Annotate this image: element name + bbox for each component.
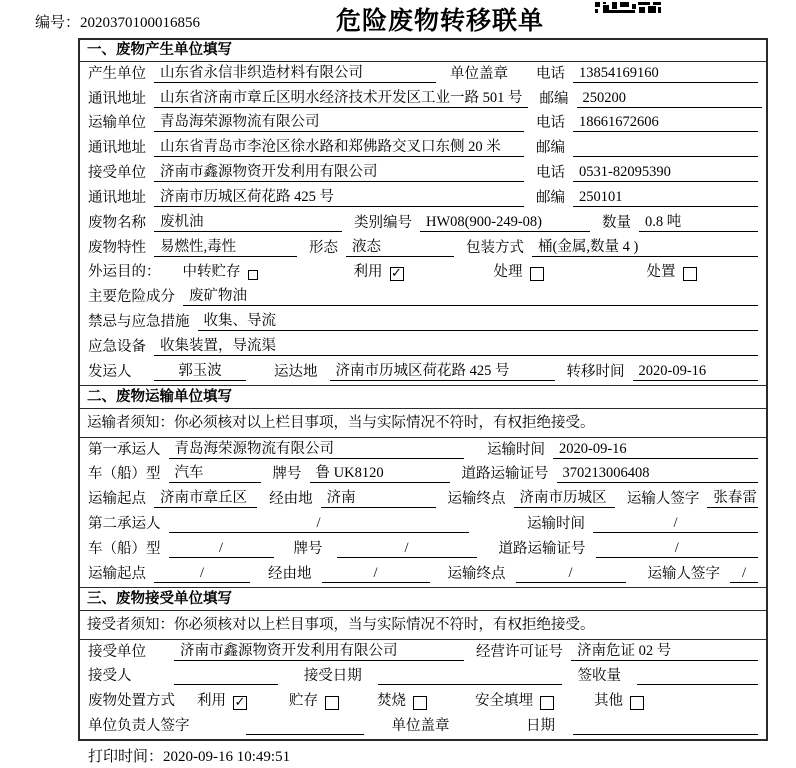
checkbox-treat <box>530 267 544 281</box>
phone-label: 电话 <box>536 65 565 82</box>
receiving-unit-value: 济南市鑫源物资开发利用有限公司 <box>174 639 464 661</box>
taboo-measures-row <box>80 310 766 335</box>
dispatcher-value: 郭玉波 <box>154 359 246 381</box>
zip-label: 邮编 <box>539 90 569 107</box>
print-time-line <box>88 745 290 766</box>
waste-property-row <box>80 236 766 261</box>
first-carrier-row <box>80 438 766 463</box>
signed-quantity-label: 签收量 <box>577 668 622 685</box>
carrier-sign-label: 运输人签字 <box>647 565 720 582</box>
plate-number-label: 牌号 <box>272 466 302 483</box>
packing-label: 包装方式 <box>466 239 524 256</box>
transfer-purpose-label: 外运目的： <box>88 264 161 281</box>
responsible-sign-value <box>246 718 364 735</box>
vehicle-type-value: 汽车 <box>169 461 261 483</box>
date-value <box>573 718 758 735</box>
checkbox-disposal-store <box>325 696 339 710</box>
dispatcher-label: 发运人 <box>88 363 132 380</box>
second-plate-number-value: / <box>337 540 477 558</box>
emergency-equipment-row <box>80 335 766 360</box>
purpose-option-treat <box>494 260 544 281</box>
second-carrier-row <box>80 512 766 537</box>
option-label: 处置 <box>646 264 676 281</box>
serial-number-line <box>35 11 200 32</box>
carrier-sign-label: 运输人签字 <box>626 491 700 508</box>
acceptor-label: 接受人 <box>88 668 132 685</box>
route-via-label: 经由地 <box>268 565 312 582</box>
quantity-value: 0.8 吨 <box>639 210 758 232</box>
section1-header: 一、废物产生单位填写 <box>80 40 766 62</box>
phone-label: 电话 <box>536 115 565 132</box>
address-label: 通讯地址 <box>88 140 146 157</box>
transfer-time-label: 转移时间 <box>566 363 625 380</box>
waste-name-value: 废机油 <box>154 210 342 232</box>
transfer-purpose-row <box>80 261 766 286</box>
dispatcher-row <box>80 360 766 385</box>
producer-unit-row <box>80 62 766 87</box>
zip-label: 邮编 <box>536 140 565 157</box>
hazard-component-value: 废矿物油 <box>183 284 758 306</box>
option-label: 贮存 <box>289 693 318 710</box>
route-start-label: 运输起点 <box>88 491 146 508</box>
category-code-label: 类别编号 <box>354 214 412 231</box>
purpose-option-utilize <box>354 260 404 281</box>
taboo-measures-value: 收集、导流 <box>198 309 759 331</box>
checkbox-transfer-storage <box>248 270 258 280</box>
carrier-sign-value: 张春雷 <box>707 486 758 508</box>
company-seal-label: 单位盖章 <box>391 718 450 735</box>
option-label: 利用 <box>353 264 383 281</box>
vehicle-type-label: 车（船）型 <box>88 540 161 557</box>
hazard-component-row <box>80 285 766 310</box>
receiver-unit-value: 济南市鑫源物资开发利用有限公司 <box>154 160 524 182</box>
producer-address-value: 山东省济南市章丘区明水经济技术开发区工业一路 501 号 <box>154 86 528 108</box>
disposal-option-landfill <box>475 689 554 710</box>
transporter-phone-value: 18661672606 <box>573 114 758 132</box>
second-route-end-value: / <box>516 565 626 583</box>
emergency-equipment-label: 应急设备 <box>88 338 146 355</box>
plate-number-label: 牌号 <box>293 540 323 557</box>
second-route-row <box>80 562 766 587</box>
transporter-zip-value <box>573 140 758 157</box>
responsible-sign-label: 单位负责人签字 <box>88 718 190 735</box>
receiver-address-row <box>80 186 766 211</box>
first-route-row <box>80 487 766 512</box>
route-end-label: 运输终点 <box>447 565 506 582</box>
route-end-label: 运输终点 <box>447 491 506 508</box>
section2-header: 二、废物运输单位填写 <box>80 385 766 409</box>
transporter-address-row <box>80 136 766 161</box>
road-license-value: 370213006408 <box>557 465 759 483</box>
receiving-unit-label: 接受单位 <box>88 643 146 660</box>
serial-label: 编号： <box>35 15 81 31</box>
responsible-sign-row <box>80 714 766 739</box>
option-label: 处理 <box>493 264 523 281</box>
category-code-value: HW08(900-249-08) <box>420 214 590 232</box>
receiver-unit-label: 接受单位 <box>88 165 146 182</box>
second-road-license-value: / <box>596 540 759 558</box>
receiver-unit-row <box>80 161 766 186</box>
receiver-notice: 接受者须知：你必须核对以上栏目事项，当与实际情况不符时，有权拒绝接受。 <box>80 611 766 640</box>
serial-value: 2020370100016856 <box>80 15 201 31</box>
quantity-label: 数量 <box>602 214 631 231</box>
transporter-notice: 运输者须知：你必须核对以上栏目事项，当与实际情况不符时，有权拒绝接受。 <box>80 409 766 438</box>
route-end-value: 济南市历城区 <box>514 486 615 508</box>
second-vehicle-row <box>80 537 766 562</box>
second-carrier-label: 第二承运人 <box>88 516 161 533</box>
option-label: 其他 <box>594 693 623 710</box>
form-state-value: 液态 <box>346 235 454 257</box>
producer-unit-label: 产生单位 <box>88 65 146 82</box>
taboo-measures-label: 禁忌与应急措施 <box>88 314 190 331</box>
emergency-equipment-value: 收集装置，导流渠 <box>154 334 758 356</box>
form-table <box>78 38 768 741</box>
producer-unit-value: 山东省永信非织造材料有限公司 <box>154 61 436 83</box>
purpose-option-transfer-storage <box>183 260 258 281</box>
date-label: 日期 <box>526 718 555 735</box>
destination-label: 运达地 <box>274 363 318 380</box>
disposal-option-utilize <box>197 689 247 710</box>
print-time-value: 2020-09-16 10:49:51 <box>163 749 291 765</box>
purpose-option-dispose <box>647 260 697 281</box>
transporter-unit-value: 青岛海荣源物流有限公司 <box>154 110 524 132</box>
route-start-label: 运输起点 <box>88 565 146 582</box>
transfer-time-value: 2020-09-16 <box>633 363 759 381</box>
print-time-label: 打印时间： <box>88 749 164 765</box>
route-via-value: 济南 <box>321 486 436 508</box>
accept-date-label: 接受日期 <box>303 668 362 685</box>
qr-code-fragment-icon <box>595 0 661 18</box>
checkbox-dispose <box>683 267 697 281</box>
checkbox-disposal-landfill <box>540 696 554 710</box>
producer-zip-value: 250200 <box>577 90 762 108</box>
operating-license-value: 济南危证 02 号 <box>571 639 758 661</box>
transporter-address-value: 山东省青岛市李沧区徐水路和郑佛路交叉口东侧 20 米 <box>154 135 524 157</box>
disposal-option-incinerate <box>377 689 427 710</box>
form-state-label: 形态 <box>309 239 338 256</box>
address-label: 通讯地址 <box>88 90 146 107</box>
transport-time-label: 运输时间 <box>487 441 545 458</box>
producer-phone-value: 13854169160 <box>573 65 758 83</box>
accept-date-value <box>378 668 562 685</box>
option-label: 焚烧 <box>377 693 406 710</box>
acceptor-value <box>174 668 278 685</box>
disposal-method-label: 废物处置方式 <box>88 693 175 710</box>
operating-license-label: 经营许可证号 <box>476 643 563 660</box>
transport-time-label: 运输时间 <box>527 516 585 533</box>
route-start-value: 济南市章丘区 <box>154 486 257 508</box>
second-carrier-value: / <box>169 515 469 533</box>
section3-header: 三、废物接受单位填写 <box>80 587 766 611</box>
producer-address-row <box>80 87 766 112</box>
option-label: 安全填埋 <box>475 693 533 710</box>
receiver-phone-value: 0531-82095390 <box>573 164 758 182</box>
second-transport-time-value: / <box>593 515 758 533</box>
checkbox-disposal-incinerate <box>413 696 427 710</box>
second-carrier-sign-value: / <box>730 565 758 583</box>
waste-name-label: 废物名称 <box>88 214 146 231</box>
hazard-component-label: 主要危险成分 <box>88 289 175 306</box>
route-via-label: 经由地 <box>269 491 313 508</box>
vehicle-type-label: 车（船）型 <box>88 466 161 483</box>
destination-value: 济南市历城区荷花路 425 号 <box>330 359 555 381</box>
waste-property-label: 废物特性 <box>88 239 146 256</box>
waste-name-row <box>80 211 766 236</box>
receiver-address-value: 济南市历城区荷花路 425 号 <box>154 185 524 207</box>
phone-label: 电话 <box>536 165 565 182</box>
address-label: 通讯地址 <box>88 189 146 206</box>
zip-label: 邮编 <box>536 189 565 206</box>
checkbox-disposal-utilize: ✓ <box>234 695 246 711</box>
plate-number-value: 鲁 UK8120 <box>310 461 450 483</box>
disposal-option-other <box>594 689 644 710</box>
checkbox-disposal-other <box>630 696 644 710</box>
second-vehicle-type-value: / <box>169 540 274 558</box>
first-carrier-value: 青岛海荣源物流有限公司 <box>169 437 464 459</box>
packing-value: 桶(金属,数量 4 ) <box>532 235 758 257</box>
second-route-via-value: / <box>322 565 430 583</box>
transporter-unit-label: 运输单位 <box>88 115 146 132</box>
option-label: 利用 <box>197 693 226 710</box>
road-license-label: 道路运输证号 <box>498 540 586 557</box>
receiving-unit-row <box>80 640 766 665</box>
page-title: 危险废物转移联单 <box>335 8 545 35</box>
waste-property-value: 易燃性,毒性 <box>154 235 297 257</box>
road-license-label: 道路运输证号 <box>461 466 549 483</box>
second-route-start-value: / <box>154 565 250 583</box>
company-seal-label: 单位盖章 <box>450 65 508 82</box>
receiver-zip-value: 250101 <box>573 189 758 207</box>
first-vehicle-row <box>80 463 766 488</box>
disposal-method-row <box>80 689 766 714</box>
signed-quantity-value <box>637 668 758 685</box>
transporter-unit-row <box>80 112 766 137</box>
acceptor-row <box>80 665 766 690</box>
first-carrier-label: 第一承运人 <box>88 441 161 458</box>
checkbox-utilize: ✓ <box>391 266 402 282</box>
first-transport-time-value: 2020-09-16 <box>553 441 758 459</box>
disposal-option-store <box>289 689 339 710</box>
option-label: 中转贮存 <box>182 264 241 281</box>
